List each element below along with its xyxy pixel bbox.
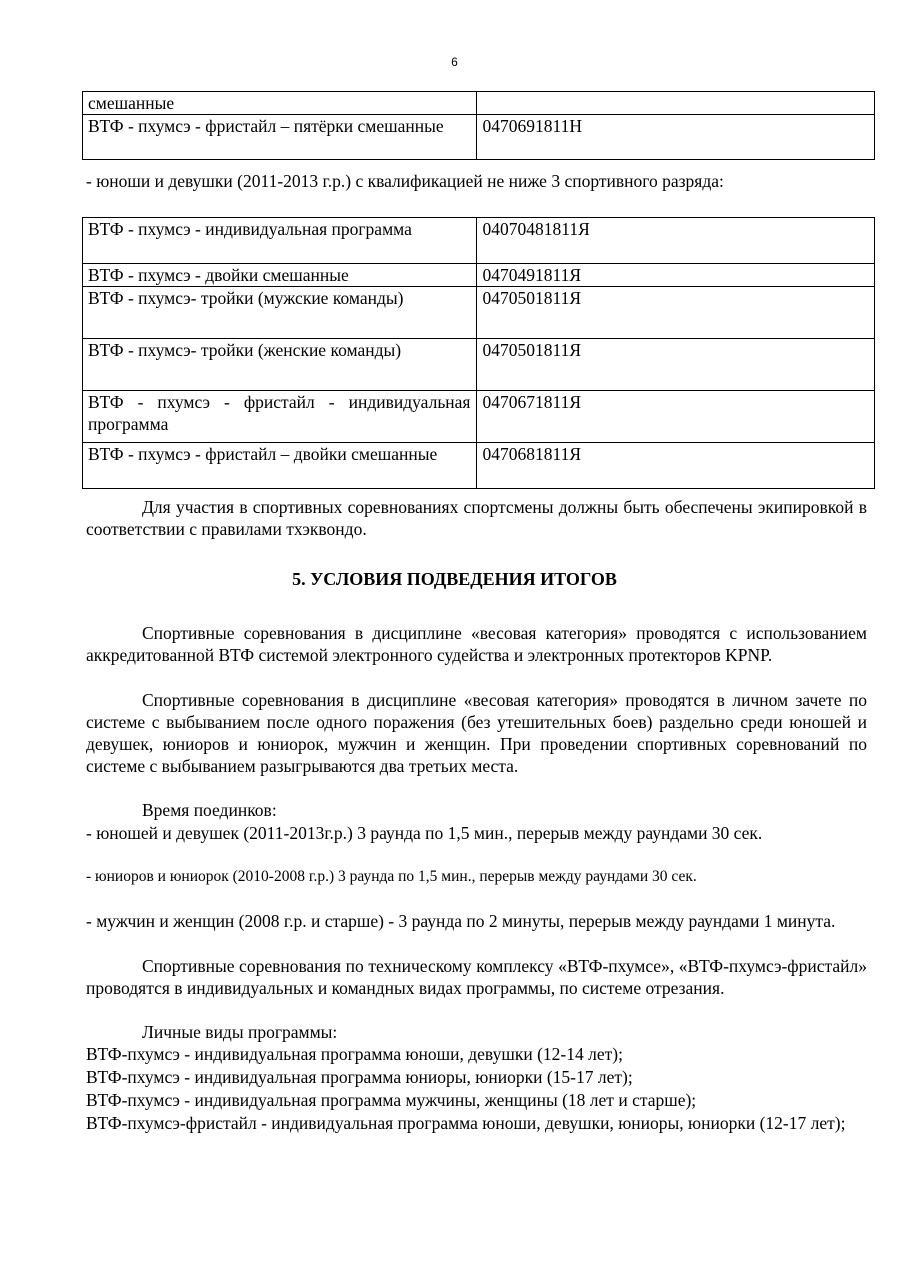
discipline-code: 0470671811Я (477, 391, 875, 443)
program-item: ВТФ-пхумсэ-фристайл - индивидуальная программа юноши, девушки, юниоры, юниорки (12-17 лет); (86, 1113, 846, 1133)
age-group-note: - юноши и девушки (2011-2013 г.р.) с квалификацией не ниже 3 спортивного разряда: (86, 171, 724, 191)
discipline-name: ВТФ - пхумсэ - фристайл - индивидуальная программа (83, 391, 477, 443)
program-item: ВТФ-пхумсэ - индивидуальная программа юноши, девушки (12-14 лет); (86, 1044, 623, 1064)
table-row (83, 339, 875, 391)
discipline-name: ВТФ - пхумсэ- тройки (женские команды) (83, 339, 477, 391)
bout-time-juniors: - юниоров и юниорок (2010-2008 г.р.) 3 раунда по 1,5 мин., перерыв между раундами 30 сек. (86, 868, 697, 885)
discipline-code: 0470501811Я (477, 287, 875, 339)
discipline-table-top (82, 91, 875, 160)
table-row (83, 92, 875, 115)
discipline-code: 0470681811Я (477, 443, 875, 489)
table-row (83, 287, 875, 339)
equipment-paragraph: Для участия в спортивных соревнованиях спортсмены должны быть обеспечены экипировкой в соответствии с правилами тхэквондо. (86, 497, 867, 539)
paragraph-elimination-system: Спортивные соревнования в дисциплине «весовая категория» проводятся в личном зачете по системе с выбыванием после одного поражения (без утешительных боев) раздельно среди юношей и девушек, юниоров и юниорок, мужчин и женщин. При проведении спортивных соревнований по системе с выбыванием разыгрываются два третьих места. (86, 690, 867, 776)
bout-time-adults: - мужчин и женщин (2008 г.р. и старше) - 3 раунда по 2 минуты, перерыв между раундами 1 минута. (86, 911, 836, 931)
discipline-name: ВТФ - пхумсэ - двойки смешанные (83, 264, 477, 287)
discipline-name: ВТФ - пхумсэ- тройки (мужские команды) (83, 287, 477, 339)
discipline-code: 04070481811Я (477, 218, 875, 264)
discipline-name: ВТФ - пхумсэ - фристайл – пятёрки смешанные (83, 115, 477, 160)
discipline-code (477, 92, 875, 115)
program-item: ВТФ-пхумсэ - индивидуальная программа юниоры, юниорки (15-17 лет); (86, 1067, 633, 1087)
paragraph-individual-programs: Личные виды программы: (142, 1022, 338, 1042)
program-item: ВТФ-пхумсэ - индивидуальная программа мужчины, женщины (18 лет и старше); (86, 1090, 697, 1110)
bout-time-youth: - юношей и девушек (2011-2013г.р.) 3 раунда по 1,5 мин., перерыв между раундами 30 сек. (86, 823, 763, 843)
table-row (83, 264, 875, 287)
discipline-name: смешанные (83, 92, 477, 115)
page-number: 6 (451, 55, 458, 69)
discipline-code: 0470491811Я (477, 264, 875, 287)
paragraph-electronic-judging: Спортивные соревнования в дисциплине «весовая категория» проводятся с использованием аккредитованной ВТФ системой электронного судейства и электронных протекторов KPNP. (86, 623, 867, 665)
table-row (83, 391, 875, 443)
section-title: 5. УСЛОВИЯ ПОДВЕДЕНИЯ ИТОГОВ (292, 569, 617, 589)
table-row (83, 115, 875, 160)
discipline-code: 0470501811Я (477, 339, 875, 391)
discipline-code: 0470691811Н (477, 115, 875, 160)
table-row (83, 218, 875, 264)
discipline-table-juniors (82, 217, 875, 489)
paragraph-bout-time: Время поединков: (142, 800, 277, 820)
discipline-name: ВТФ - пхумсэ - фристайл – двойки смешанные (83, 443, 477, 489)
table-row (83, 443, 875, 489)
discipline-name: ВТФ - пхумсэ - индивидуальная программа (83, 218, 477, 264)
paragraph-technical-complex: Спортивные соревнования по техническому комплексу «ВТФ-пхумсе», «ВТФ-пхумсэ-фристайл» проводятся в индивидуальных и командных видах программы, по системе отрезания. (86, 956, 867, 998)
